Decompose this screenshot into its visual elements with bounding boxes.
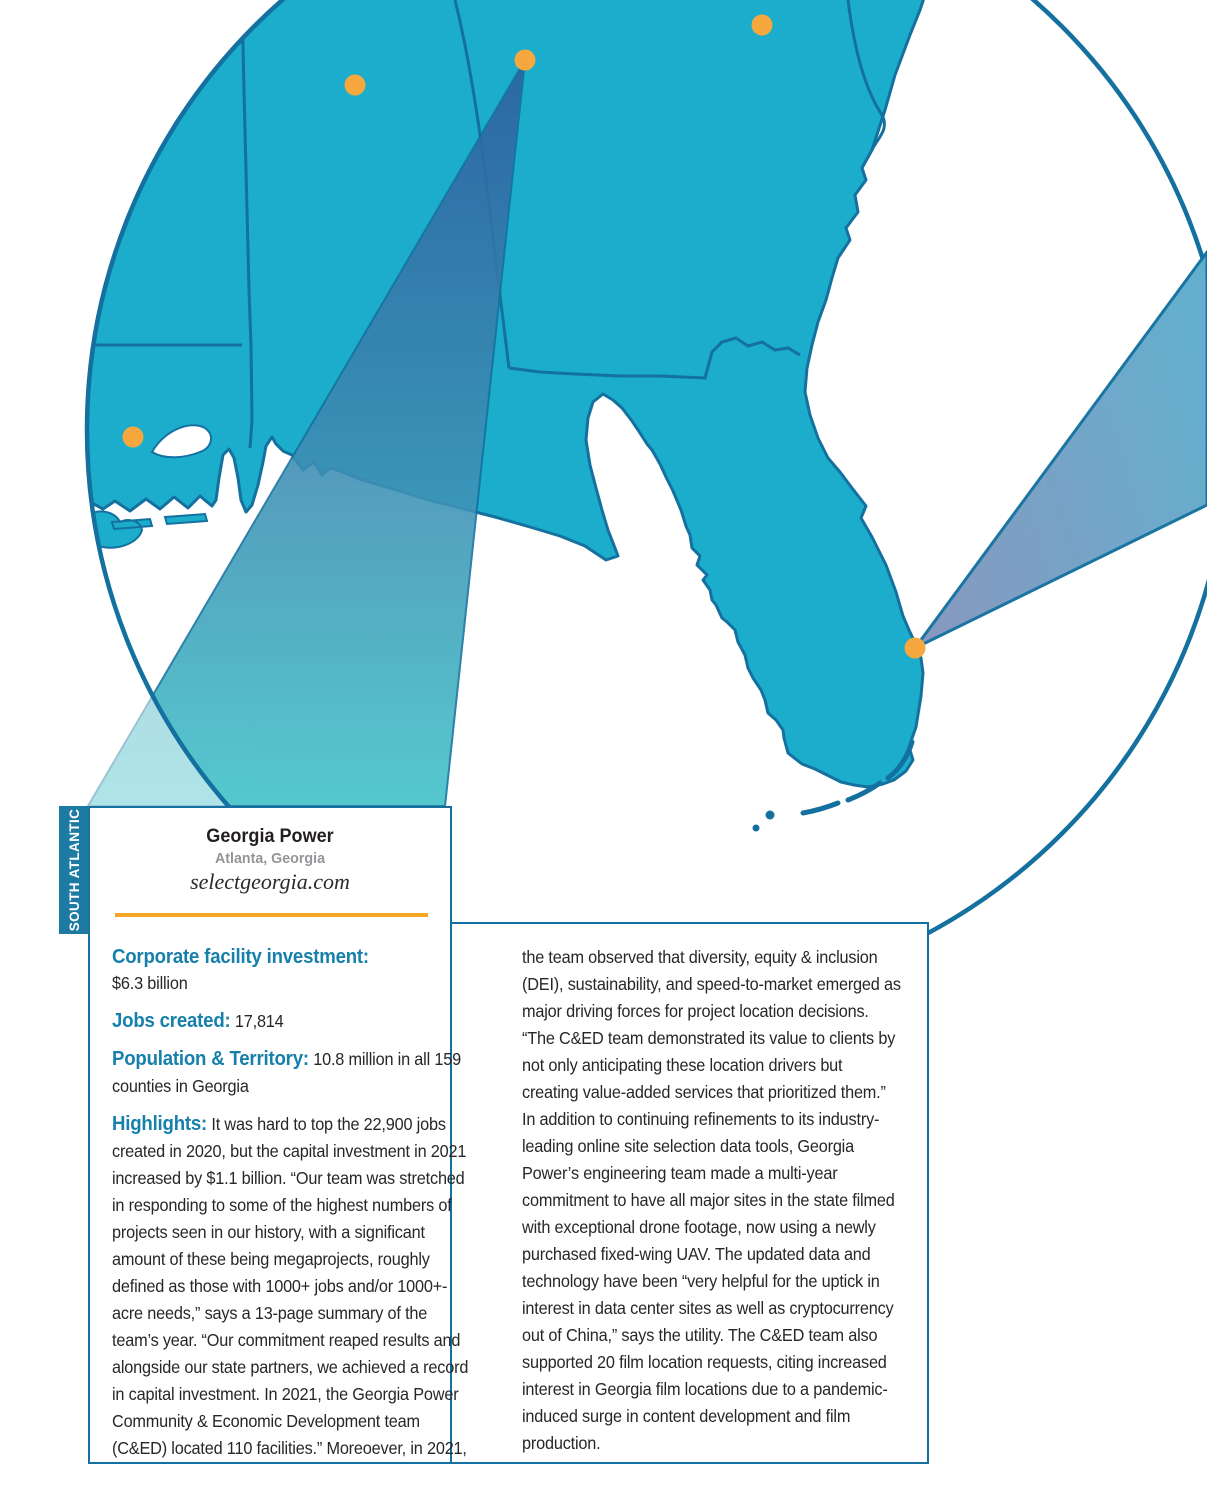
stat-population	[112, 1046, 470, 1100]
map-marker-marker-alabama[interactable]	[345, 75, 366, 96]
stat-jobs	[112, 1008, 470, 1035]
key-island	[766, 811, 775, 820]
stat-jobs-label: Jobs created:	[112, 1010, 231, 1032]
stat-highlights-label: Highlights:	[112, 1113, 208, 1135]
marsh-islands	[86, 511, 207, 547]
beam-florida	[915, 252, 1207, 648]
stat-population-value: 10.8 million in all 159 counties in Georgia	[112, 1049, 461, 1096]
company-website-link[interactable]: selectgeorgia.com	[190, 869, 350, 894]
key-island	[753, 825, 760, 832]
stats-column	[112, 944, 470, 1473]
stat-investment-value: $6.3 billion	[112, 973, 188, 993]
region-tab-label: SOUTH ATLANTIC	[67, 808, 82, 932]
map-marker-marker-atlanta[interactable]	[515, 50, 536, 71]
stat-highlights-value: It was hard to top the 22,900 jobs created in 2020, but the capital investment in 2021 increased by $1.1 billion. “Our team was stretched in responding to some of the highest numbers of projects seen in our history, with a significant amount of these being megaprojects, roughly defined as those with 1000+ jobs and/or 1000+-acre needs,” says a 13-page summary of the team’s year. “Our commitment reaped results and alongside our state partners, we achieved a record in capital investment. In 2021, the Georgia Power Community & Economic Development team (C&ED) located 110 facilities.” Moreoever, in 2021,	[112, 1114, 469, 1458]
company-name: Georgia Power	[206, 826, 334, 847]
map-marker-marker-mobile[interactable]	[123, 427, 144, 448]
continuation-column	[522, 944, 901, 1468]
stat-population-label: Population & Territory:	[112, 1048, 309, 1070]
map-marker-marker-north-georgia[interactable]	[752, 15, 773, 36]
stat-investment	[112, 944, 470, 997]
continuation-text: the team observed that diversity, equity & inclusion (DEI), sustainability, and speed-to-market emerged as major driving forces for project location decisions. “The C&ED team demonstrated its value to clients by not only anticipating these location drivers but creating value-added services that prioritized them.” In addition to continuing refinements to its industry-leading online site selection data tools, Georgia Power’s engineering team made a multi-year commitment to have all major sites in the state filmed with exceptional drone footage, now using a newly purchased fixed-wing UAV. The updated data and technology have been “very helpful for the uptick in interest in data center sites as well as cryptocurrency out of China,” says the utility. The C&ED team also supported 20 film location requests, citing increased interest in Georgia film locations due to a pandemic-induced surge in content development and film production.	[522, 947, 901, 1453]
stat-highlights	[112, 1111, 470, 1462]
company-location: Atlanta, Georgia	[214, 850, 326, 867]
region-tab	[59, 806, 89, 934]
stat-jobs-value: 17,814	[234, 1011, 284, 1031]
map-marker-marker-florida-east-coast[interactable]	[905, 638, 926, 659]
stat-investment-label: Corporate facility investment:	[112, 946, 369, 968]
orange-divider	[115, 913, 428, 917]
